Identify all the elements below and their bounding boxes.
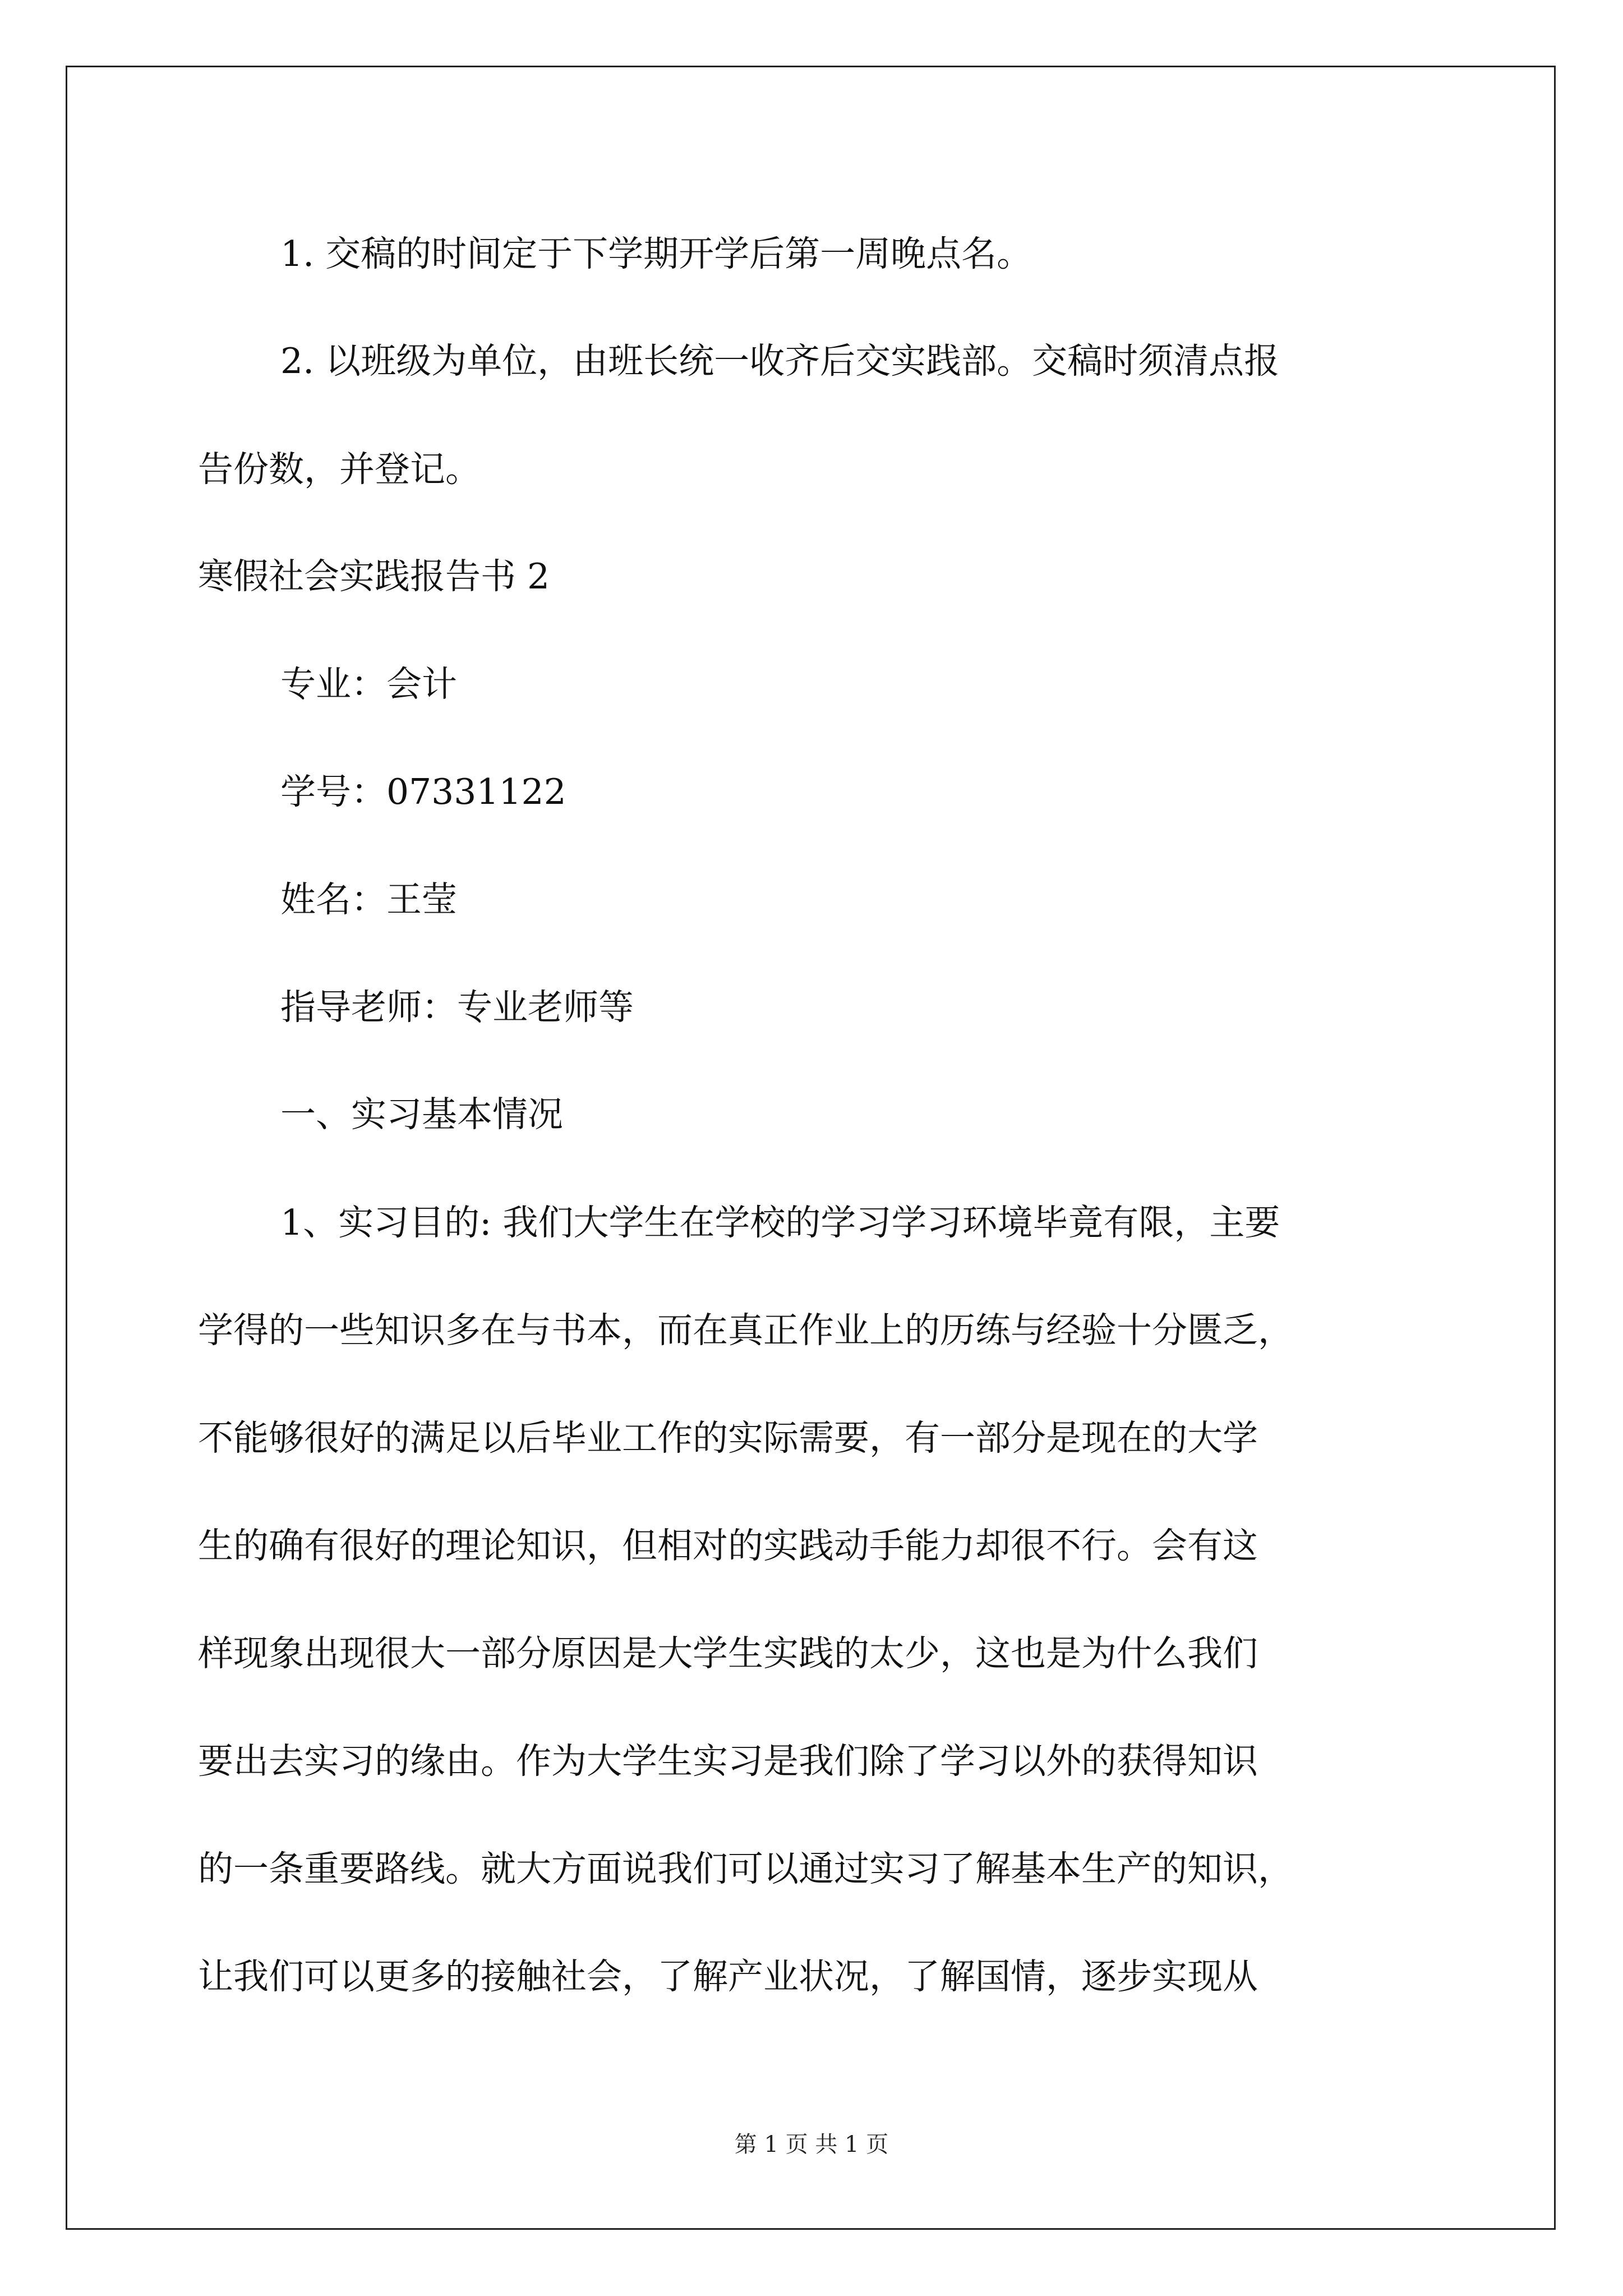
paragraph-line: 1. 交稿的时间定于下学期开学后第一周晚点名。 [280,233,1032,274]
section-heading: 一、实习基本情况 [280,1094,563,1135]
field-student-id: 学号：07331122 [280,771,566,812]
paragraph-line: 让我们可以更多的接触社会，了解产业状况，了解国情，逐步实现从 [198,1956,1258,1997]
paragraph-line: 1、实习目的: 我们大学生在学校的学习学习环境毕竟有限，主要 [280,1202,1280,1243]
paragraph-line: 学得的一些知识多在与书本，而在真正作业上的历练与经验十分匮乏， [198,1310,1293,1351]
paragraph-line: 告份数，并登记。 [198,449,481,490]
field-major: 专业：会计 [280,664,457,705]
paragraph-line: 要出去实习的缘由。作为大学生实习是我们除了学习以外的获得知识 [198,1741,1258,1782]
page-border [66,66,1556,2230]
field-advisor: 指导老师：专业老师等 [280,987,634,1028]
paragraph-line: 生的确有很好的理论知识，但相对的实践动手能力却很不行。会有这 [198,1525,1258,1566]
page-footer: 第 1 页 共 1 页 [734,2132,889,2157]
field-name: 姓名：王莹 [280,879,457,920]
paragraph-line: 的一条重要路线。就大方面说我们可以通过实习了解基本生产的知识， [198,1848,1293,1889]
paragraph-line: 2. 以班级为单位，由班长统一收齐后交实践部。交稿时须清点报 [280,341,1280,381]
paragraph-line: 不能够很好的满足以后毕业工作的实际需要，有一部分是现在的大学 [198,1418,1258,1458]
section-title: 寒假社会实践报告书 2 [198,556,550,597]
paragraph-line: 样现象出现很大一部分原因是大学生实践的太少，这也是为什么我们 [198,1633,1258,1674]
